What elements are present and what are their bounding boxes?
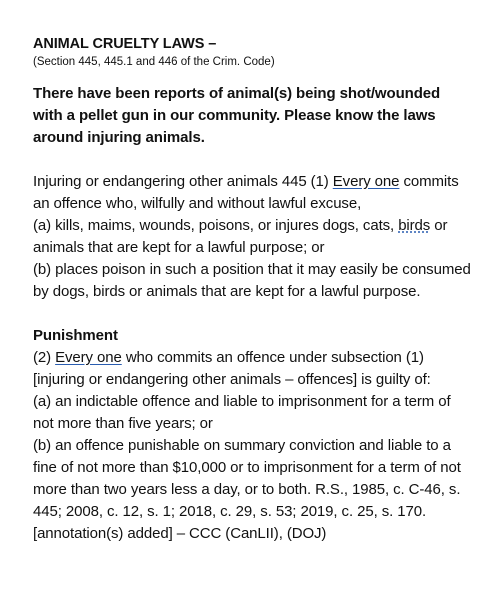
punishment-intro-text: (2) — [33, 349, 56, 366]
section-445-item-b: (b) places poison in such a position that it may easily be consumed by dogs, birds or animals that are kept for a lawful purpose. — [33, 261, 471, 300]
every-one-link[interactable]: Every one — [332, 173, 400, 190]
item-a-rest: or animals that are kept for a lawful purpose; or — [33, 217, 448, 256]
spacer — [33, 303, 472, 325]
item-a-text: (a) kills, maims, wounds, poisons, or injures dogs, cats, — [33, 217, 399, 234]
document-title: ANIMAL CRUELTY LAWS – — [33, 36, 217, 52]
punishment-item-a: (a) an indictable offence and liable to imprisonment for a term of not more than five years; or — [33, 393, 451, 432]
section-445-item-a — [33, 215, 472, 259]
community-notice: There have been reports of animal(s) being shot/wounded with a pellet gun in our community. Please know the laws around injuring animals. — [33, 85, 441, 146]
every-one-link-2[interactable]: Every one — [55, 349, 122, 366]
punishment-item-b: (b) an offence punishable on summary conviction and liable to a fine of not more than $10,000 or to imprisonment for a term of not more than two years less a day, or to both. R.S., 1985, c. C-46, s. 445; 2008, c. 12, s. 1; 2018, c. 29, s. 53; 2019, c. 25, s. 170. [annotation(s) added] – CCC (CanLII), (DOJ) — [33, 437, 461, 542]
birds-spellcheck-word: birds — [398, 217, 431, 234]
document-subtitle: (Section 445, 445.1 and 446 of the Crim. Code) — [33, 56, 275, 68]
spacer — [33, 149, 472, 171]
section-445-intro-text: Injuring or endangering other animals 445 (1) — [33, 173, 333, 190]
punishment-intro-rest: who commits an offence under subsection (1) [injuring or endangering other animals – offences] is guilty of: — [33, 349, 431, 388]
punishment-heading: Punishment — [33, 327, 118, 344]
section-445-intro-rest: commits an offence who, wilfully and without lawful excuse, — [33, 173, 459, 212]
section-445-intro — [33, 171, 472, 215]
punishment-intro — [33, 347, 472, 391]
